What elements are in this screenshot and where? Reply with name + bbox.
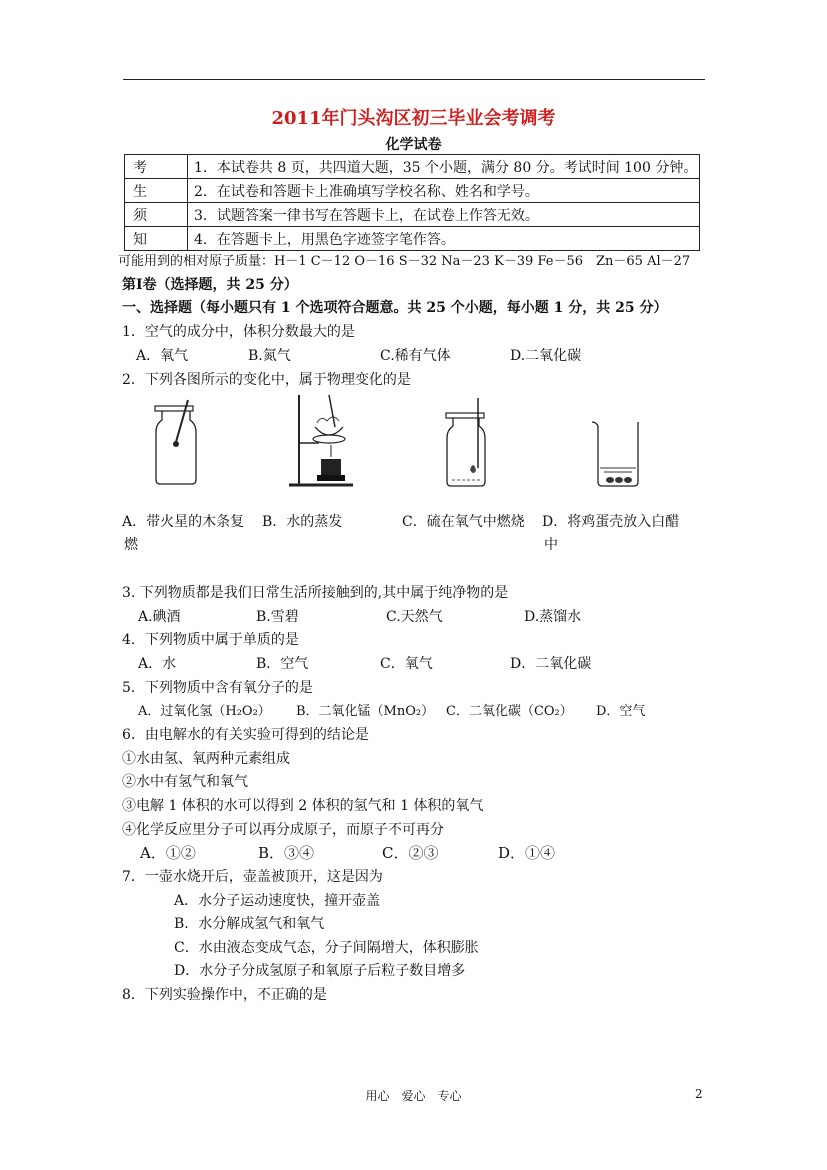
footer-motto: 用心 爱心 专心 (365, 1089, 462, 1103)
q3-option-c: C.天然气 (386, 609, 443, 625)
q7-stem: 7．一壶水烧开后，壶盖被顶开，这是因为 (122, 869, 383, 885)
q2-stem: 2．下列各图所示的变化中，属于物理变化的是 (122, 372, 411, 388)
q2-option-b: B．水的蒸发 (262, 514, 343, 530)
q2-option-d: D．将鸡蛋壳放入白醋 (542, 514, 680, 530)
q6-statement: ④化学反应里分子可以再分成原子，而原子不可再分 (122, 822, 444, 838)
q4-option-b: B．空气 (256, 656, 309, 672)
atomic-mass-line: 可能用到的相对原子质量：H－1 C－12 O－16 S－32 Na－23 K－39 Fe－56 Zn－65 Al－27 (118, 254, 691, 269)
q2-option-c: C．硫在氧气中燃烧 (402, 514, 525, 530)
notice-item: 2．在试卷和答题卡上准确填写学校名称、姓名和学号。 (188, 179, 700, 203)
q6-option-b: B．③④ (258, 844, 315, 862)
q6-option-d: D．①④ (498, 844, 556, 862)
sulfur-burning-figure (440, 398, 500, 490)
q2-option-a: A．带火星的木条复 (122, 514, 245, 530)
notice-item: 3．试题答案一律书写在答题卡上，在试卷上作答无效。 (188, 203, 700, 227)
q1-stem: 1．空气的成分中，体积分数最大的是 (122, 324, 355, 340)
q5-option-c: C．二氧化碳（CO₂） (446, 704, 573, 719)
q3-option-d: D.蒸馏水 (524, 609, 582, 625)
q4-option-d: D．二氧化碳 (510, 656, 592, 672)
q6-statement: ③电解 1 体积的水可以得到 2 体积的氢气和 1 体积的氧气 (122, 798, 484, 814)
q7-option-a: A．水分子运动速度快，撞开壶盖 (174, 893, 381, 909)
page-title: 2011年门头沟区初三毕业会考调考 (271, 108, 556, 129)
q8-stem: 8．下列实验操作中，不正确的是 (122, 987, 327, 1003)
q7-option-b: B．水分解成氢气和氧气 (174, 916, 325, 932)
q5-option-d: D．空气 (596, 704, 646, 719)
notice-item: 1．本试卷共 8 页，共四道大题，35 个小题，满分 80 分。考试时间 100 分钟。 (188, 155, 700, 179)
q2-option-a-wrap: 燃 (124, 537, 138, 553)
header-rule (123, 79, 705, 80)
q2-option-d-wrap: 中 (544, 537, 558, 553)
q6-stem: 6．由电解水的有关实验可得到的结论是 (122, 727, 369, 743)
page-number: 2 (695, 1087, 703, 1101)
q4-stem: 4．下列物质中属于单质的是 (122, 632, 299, 648)
notice-item: 4．在答题卡上，用黑色字迹签字笔作答。 (188, 227, 700, 251)
notice-table (124, 154, 700, 251)
q6-statement: ①水由氢、氧两种元素组成 (122, 751, 290, 767)
q5-stem: 5．下列物质中含有氧分子的是 (122, 680, 313, 696)
q1-option-c: C.稀有气体 (380, 348, 451, 364)
q5-option-b: B．二氧化锰（MnO₂） (296, 704, 435, 719)
gas-jar-splint-figure (150, 398, 210, 488)
q5-option-a: A．过氧化氢（H₂O₂） (138, 704, 271, 719)
section-heading: 一、选择题（每小题只有 1 个选项符合题意。共 25 个小题，每小题 1 分，共 25 分） (122, 300, 668, 316)
q3-option-a: A.碘酒 (138, 609, 181, 625)
volume-heading: 第Ⅰ卷（选择题，共 25 分） (122, 277, 298, 293)
evaporation-setup-figure (285, 393, 365, 491)
q1-option-d: D.二氧化碳 (510, 348, 582, 364)
q1-option-b: B.氮气 (248, 348, 291, 364)
page-subtitle: 化学试卷 (385, 137, 442, 153)
notice-label: 考 (125, 155, 188, 179)
q4-option-c: C．氧气 (380, 656, 433, 672)
q4-option-a: A．水 (138, 656, 177, 672)
q6-option-c: C．②③ (382, 844, 439, 862)
q7-option-d: D．水分子分成氢原子和氧原子后粒子数目增多 (174, 963, 466, 979)
q6-option-a: A．①② (140, 844, 196, 862)
q7-option-c: C．水由液态变成气态，分子间隔增大，体积膨胀 (174, 940, 479, 956)
q1-option-a: A．氧气 (136, 348, 189, 364)
notice-label: 知 (125, 227, 188, 251)
notice-label: 须 (125, 203, 188, 227)
notice-label: 生 (125, 179, 188, 203)
q3-option-b: B.雪碧 (256, 609, 299, 625)
q6-statement: ②水中有氢气和氧气 (122, 774, 248, 790)
beaker-eggshell-figure (590, 418, 646, 490)
q3-stem: 3. 下列物质都是我们日常生活所接触到的,其中属于纯净物的是 (122, 585, 509, 601)
